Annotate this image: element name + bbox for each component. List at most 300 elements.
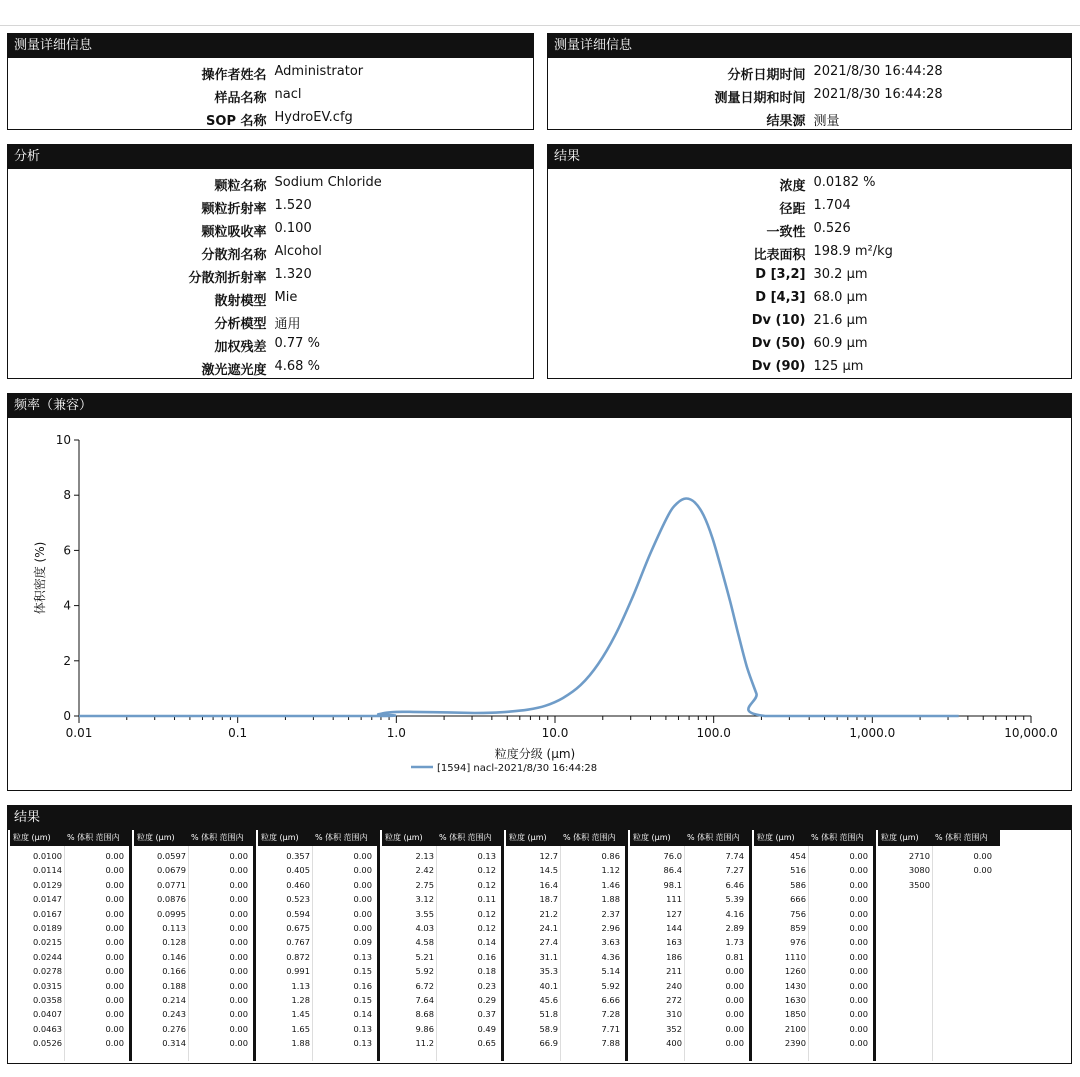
header-size: 粒度 (μm)	[261, 833, 299, 842]
header-volume: % 体积 范围内	[935, 833, 988, 842]
cell-volume: 0.12	[477, 865, 496, 876]
kv-label: SOP 名称	[206, 114, 267, 129]
table-row	[10, 907, 132, 921]
cell-volume: 1.73	[725, 937, 744, 948]
cell-volume: 0.13	[353, 951, 372, 962]
kv-value: 125 μm	[813, 359, 864, 374]
kv-row	[548, 263, 1071, 286]
cell-volume: 7.88	[601, 1038, 620, 1049]
kv-value: 0.100	[274, 221, 312, 236]
cell-size: 144	[666, 922, 682, 933]
cell-size: 4.03	[415, 922, 434, 933]
cell-size: 0.357	[286, 851, 310, 861]
cell-volume: 0.00	[229, 994, 248, 1005]
table-row	[382, 849, 504, 863]
cell-size: 4.58	[415, 937, 434, 948]
table-row	[630, 935, 752, 949]
kv-row	[548, 332, 1071, 355]
table-row	[630, 849, 752, 863]
cell-size: 76.0	[663, 851, 682, 861]
cell-volume: 0.37	[477, 1009, 496, 1020]
header-size: 粒度 (μm)	[13, 833, 51, 842]
table-row	[506, 1007, 628, 1021]
kv-row-sample	[8, 83, 533, 106]
table-column-group	[878, 830, 1000, 1061]
kv-row-measure-datetime	[548, 83, 1071, 106]
cell-size: 1.13	[291, 980, 310, 991]
kv-list	[8, 169, 533, 378]
cell-size: 98.1	[663, 879, 682, 890]
cell-volume: 0.00	[849, 1023, 868, 1034]
cell-volume: 0.00	[849, 1038, 868, 1049]
table-row	[10, 979, 132, 993]
table-rows	[630, 849, 752, 1050]
table-row	[134, 849, 256, 863]
cell-size: 1.88	[291, 1038, 310, 1049]
kv-label: 浓度	[779, 179, 806, 194]
cell-size: 5.92	[415, 966, 434, 977]
kv-list	[8, 58, 533, 129]
cell-volume: 0.00	[105, 879, 124, 890]
table-row	[10, 1036, 132, 1050]
cell-size: 18.7	[539, 894, 558, 905]
table-row	[630, 964, 752, 978]
kv-label: 加权残差	[214, 340, 267, 355]
cell-size: 14.5	[539, 865, 558, 876]
cell-size: 1.28	[291, 994, 310, 1005]
cell-volume: 0.00	[353, 922, 372, 933]
table-row	[506, 1036, 628, 1050]
table-row	[754, 921, 876, 935]
cell-size: 0.405	[286, 865, 310, 876]
table-row	[258, 993, 380, 1007]
cell-volume: 1.12	[601, 865, 620, 876]
table-row	[382, 892, 504, 906]
table-row	[506, 979, 628, 993]
cell-size: 666	[790, 894, 806, 905]
kv-row	[8, 355, 533, 378]
cell-size: 11.2	[415, 1038, 434, 1049]
cell-size: 186	[666, 951, 682, 962]
cell-size: 2710	[908, 851, 930, 861]
table-row	[382, 1022, 504, 1036]
kv-row	[8, 332, 533, 355]
cell-size: 211	[666, 966, 682, 977]
cell-size: 0.0114	[32, 865, 62, 876]
y-tick-label: 10	[55, 433, 71, 447]
cell-volume: 0.00	[849, 922, 868, 933]
cell-volume: 5.14	[601, 966, 620, 977]
cell-size: 2.42	[415, 865, 434, 876]
cell-size: 0.767	[286, 937, 310, 948]
cell-volume: 1.46	[601, 879, 620, 890]
table-row	[630, 979, 752, 993]
cell-volume: 0.00	[229, 908, 248, 919]
header-size: 粒度 (μm)	[137, 833, 175, 842]
cell-size: 310	[666, 1009, 682, 1020]
table-row	[134, 878, 256, 892]
cell-size: 0.0315	[32, 980, 62, 991]
kv-value: 0.0182 %	[813, 175, 876, 190]
cell-size: 0.0244	[32, 951, 62, 962]
table-row	[134, 921, 256, 935]
kv-row	[548, 217, 1071, 240]
header-size: 粒度 (μm)	[633, 833, 671, 842]
table-row	[258, 1036, 380, 1050]
cell-size: 8.68	[415, 1009, 434, 1020]
table-row	[506, 921, 628, 935]
header-volume: % 体积 范围内	[563, 833, 616, 842]
kv-value: Alcohol	[274, 244, 322, 259]
cell-size: 0.0771	[156, 879, 186, 890]
kv-label: 样品名称	[214, 91, 267, 106]
cell-size: 163	[666, 937, 682, 948]
cell-volume: 0.14	[477, 937, 496, 948]
kv-value: 4.68 %	[274, 359, 320, 374]
cell-size: 3500	[908, 879, 930, 890]
cell-size: 0.0876	[156, 894, 186, 905]
cell-volume: 0.00	[849, 908, 868, 919]
kv-label: 分析模型	[214, 317, 267, 332]
cell-volume: 4.16	[725, 908, 744, 919]
cell-size: 352	[666, 1023, 682, 1034]
kv-row	[548, 309, 1071, 332]
cell-volume: 0.65	[477, 1038, 496, 1049]
cell-size: 24.1	[539, 922, 558, 933]
table-row	[258, 979, 380, 993]
cell-volume: 7.27	[725, 865, 744, 876]
kv-row	[548, 240, 1071, 263]
table-row	[10, 1007, 132, 1021]
kv-row	[8, 240, 533, 263]
cell-size: 0.0167	[32, 908, 62, 919]
table-row	[878, 878, 1000, 892]
kv-row	[8, 171, 533, 194]
x-tick-label: 100.0	[696, 726, 731, 740]
cell-size: 240	[666, 980, 682, 991]
cell-size: 0.243	[162, 1009, 186, 1020]
table-row	[754, 863, 876, 877]
kv-value: 2021/8/30 16:44:28	[813, 64, 943, 79]
cell-size: 2390	[784, 1038, 806, 1049]
header-size: 粒度 (μm)	[509, 833, 547, 842]
cell-volume: 0.12	[477, 908, 496, 919]
table-row	[258, 1022, 380, 1036]
cell-size: 272	[666, 994, 682, 1005]
kv-label: 颗粒名称	[214, 179, 267, 194]
table-header	[754, 830, 876, 846]
table-row	[630, 921, 752, 935]
cell-volume: 0.00	[849, 966, 868, 977]
table-header	[382, 830, 504, 846]
cell-size: 58.9	[539, 1023, 558, 1034]
table-row	[134, 1022, 256, 1036]
table-row	[10, 878, 132, 892]
cell-volume: 0.00	[353, 894, 372, 905]
table-row	[382, 935, 504, 949]
measurement-details-panel-right	[547, 33, 1072, 130]
kv-value: nacl	[274, 87, 302, 102]
cell-volume: 0.00	[725, 994, 744, 1005]
cell-size: 1.45	[291, 1009, 310, 1020]
cell-volume: 0.00	[105, 966, 124, 977]
cell-volume: 0.00	[973, 865, 992, 876]
table-row	[134, 979, 256, 993]
header-volume: % 体积 范围内	[439, 833, 492, 842]
table-row	[258, 878, 380, 892]
kv-value: 1.520	[274, 198, 312, 213]
cell-size: 35.3	[539, 966, 558, 977]
cell-size: 0.314	[162, 1038, 186, 1049]
table-row	[754, 907, 876, 921]
cell-volume: 0.00	[229, 851, 248, 861]
table-header	[258, 830, 380, 846]
kv-value: 198.9 m²/kg	[813, 244, 893, 259]
kv-value: 21.6 μm	[813, 313, 868, 328]
kv-label: Dv (10)	[751, 313, 806, 328]
cell-volume: 0.23	[477, 980, 496, 991]
y-tick-label: 2	[63, 653, 71, 668]
cell-volume: 0.29	[477, 994, 496, 1005]
cell-size: 756	[790, 908, 806, 919]
table-row	[630, 950, 752, 964]
table-row	[754, 1022, 876, 1036]
x-tick-label: 0.1	[228, 726, 248, 740]
table-row	[506, 849, 628, 863]
cell-volume: 0.81	[725, 951, 744, 962]
header-volume: % 体积 范围内	[315, 833, 368, 842]
kv-row-result-source	[548, 106, 1071, 129]
legend-label: [1594] nacl-2021/8/30 16:44:28	[437, 763, 598, 774]
cell-size: 976	[790, 937, 806, 948]
table-row	[382, 878, 504, 892]
cell-volume: 0.00	[105, 922, 124, 933]
table-row	[134, 863, 256, 877]
table-row	[506, 907, 628, 921]
kv-label: Dv (50)	[751, 336, 806, 351]
header-size: 粒度 (μm)	[757, 833, 795, 842]
panel-title: 测量详细信息	[548, 34, 1071, 58]
table-header	[506, 830, 628, 846]
cell-volume: 4.36	[601, 951, 620, 962]
cell-volume: 0.00	[849, 894, 868, 905]
kv-value: 30.2 μm	[813, 267, 868, 282]
table-row	[10, 950, 132, 964]
table-row	[630, 892, 752, 906]
table-row	[630, 993, 752, 1007]
cell-volume: 0.00	[353, 851, 372, 861]
header-size: 粒度 (μm)	[385, 833, 423, 842]
table-row	[506, 863, 628, 877]
kv-row	[548, 355, 1071, 378]
cell-size: 0.0129	[32, 879, 62, 890]
panel-title: 结果	[548, 145, 1071, 169]
cell-volume: 0.00	[725, 980, 744, 991]
table-row	[506, 892, 628, 906]
cell-volume: 0.00	[353, 908, 372, 919]
table-row	[754, 964, 876, 978]
table-rows	[382, 849, 504, 1050]
table-row	[754, 1007, 876, 1021]
table-rows	[258, 849, 380, 1050]
cell-volume: 0.00	[353, 879, 372, 890]
kv-list	[548, 169, 1071, 378]
cell-volume: 7.28	[601, 1009, 620, 1020]
cell-volume: 0.12	[477, 922, 496, 933]
table-row	[506, 878, 628, 892]
cell-size: 1.65	[291, 1023, 310, 1034]
cell-size: 2.75	[415, 879, 434, 890]
cell-volume: 0.00	[229, 980, 248, 991]
kv-row-analysis-datetime	[548, 60, 1071, 83]
kv-row	[8, 194, 533, 217]
kv-label: 分散剂折射率	[188, 271, 267, 286]
cell-volume: 5.92	[601, 980, 620, 991]
cell-volume: 0.11	[477, 894, 496, 905]
table-rows	[754, 849, 876, 1050]
table-row	[506, 935, 628, 949]
cell-volume: 0.00	[849, 994, 868, 1005]
cell-size: 21.2	[539, 908, 558, 919]
kv-value: 0.77 %	[274, 336, 320, 351]
kv-row	[8, 309, 533, 332]
table-row	[134, 950, 256, 964]
kv-row	[548, 171, 1071, 194]
cell-volume: 0.00	[229, 922, 248, 933]
cell-size: 0.460	[286, 879, 310, 890]
cell-size: 0.214	[162, 994, 186, 1005]
analysis-panel	[7, 144, 534, 379]
kv-row	[8, 217, 533, 240]
cell-size: 66.9	[539, 1038, 558, 1049]
table-row	[10, 964, 132, 978]
kv-label: 径距	[779, 202, 806, 217]
kv-label: 比表面积	[753, 248, 806, 263]
cell-volume: 0.00	[105, 908, 124, 919]
kv-row	[548, 286, 1071, 309]
table-rows	[134, 849, 256, 1050]
cell-volume: 0.00	[105, 894, 124, 905]
table-row	[10, 993, 132, 1007]
cell-volume: 0.00	[849, 851, 868, 861]
cell-size: 1850	[784, 1009, 806, 1020]
kv-row	[8, 263, 533, 286]
table-header	[134, 830, 256, 846]
cell-size: 454	[790, 851, 806, 861]
cell-size: 0.0215	[32, 937, 62, 948]
cell-size: 0.0100	[32, 851, 62, 861]
table-row	[878, 863, 1000, 877]
cell-size: 2100	[784, 1023, 806, 1034]
header-volume: % 体积 范围内	[191, 833, 244, 842]
table-row	[754, 1036, 876, 1050]
cell-volume: 0.00	[105, 1038, 124, 1049]
cell-volume: 0.00	[229, 1009, 248, 1020]
table-rows	[506, 849, 628, 1050]
cell-size: 3.12	[415, 894, 434, 905]
cell-size: 0.0463	[32, 1023, 62, 1034]
table-column-group	[630, 830, 752, 1061]
results-summary-panel	[547, 144, 1072, 379]
table-row	[10, 863, 132, 877]
table-row	[382, 1036, 504, 1050]
kv-label: D [3,2]	[755, 267, 806, 282]
table-row	[134, 1007, 256, 1021]
cell-volume: 0.14	[353, 1009, 372, 1020]
cell-size: 1630	[784, 994, 806, 1005]
table-row	[754, 878, 876, 892]
measurement-details-panel-left	[7, 33, 534, 130]
kv-row-sop	[8, 106, 533, 129]
cell-size: 0.991	[286, 966, 310, 977]
table-row	[382, 964, 504, 978]
table-row	[258, 1007, 380, 1021]
cell-volume: 0.13	[477, 851, 496, 861]
table-row	[258, 849, 380, 863]
frequency-chart	[8, 418, 1071, 790]
cell-volume: 0.00	[105, 1023, 124, 1034]
kv-label: 操作者姓名	[201, 68, 267, 83]
panel-title: 分析	[8, 145, 533, 169]
cell-size: 0.0147	[32, 894, 62, 905]
table-row	[258, 935, 380, 949]
x-tick-label: 10,000.0	[1004, 726, 1058, 740]
series-line	[79, 498, 959, 716]
table-rows	[10, 849, 132, 1050]
cell-size: 5.21	[415, 951, 434, 962]
table-row	[506, 964, 628, 978]
table-column-group	[134, 830, 256, 1061]
kv-value: 通用	[274, 317, 301, 332]
cell-volume: 0.00	[105, 994, 124, 1005]
cell-volume: 6.46	[725, 879, 744, 890]
cell-size: 0.276	[162, 1023, 186, 1034]
cell-volume: 0.09	[353, 937, 372, 948]
cell-size: 0.523	[286, 894, 310, 905]
cell-size: 0.113	[162, 922, 186, 933]
cell-volume: 0.00	[229, 937, 248, 948]
table-row	[10, 1022, 132, 1036]
cell-size: 0.594	[286, 908, 310, 919]
cell-volume: 0.00	[849, 865, 868, 876]
cell-size: 12.7	[539, 851, 558, 861]
kv-value: 1.704	[813, 198, 851, 213]
cell-volume: 0.00	[849, 1009, 868, 1020]
table-row	[134, 935, 256, 949]
table-row	[134, 964, 256, 978]
top-divider	[0, 25, 1080, 26]
header-size: 粒度 (μm)	[881, 833, 919, 842]
cell-size: 0.0189	[32, 922, 62, 933]
cell-volume: 0.00	[973, 851, 992, 861]
cell-size: 0.0597	[156, 851, 186, 861]
cell-size: 3080	[908, 865, 930, 876]
table-row	[10, 892, 132, 906]
cell-volume: 0.00	[229, 879, 248, 890]
cell-volume: 0.49	[477, 1023, 496, 1034]
table-row	[630, 907, 752, 921]
cell-size: 45.6	[539, 994, 558, 1005]
cell-size: 0.872	[286, 951, 310, 962]
kv-label: 测量日期和时间	[714, 91, 806, 106]
cell-size: 7.64	[415, 994, 434, 1005]
cell-volume: 0.00	[849, 937, 868, 948]
cell-volume: 0.00	[105, 951, 124, 962]
x-tick-label: 10.0	[541, 726, 569, 740]
cell-volume: 7.71	[601, 1023, 620, 1034]
table-row	[258, 892, 380, 906]
cell-volume: 0.00	[725, 966, 744, 977]
